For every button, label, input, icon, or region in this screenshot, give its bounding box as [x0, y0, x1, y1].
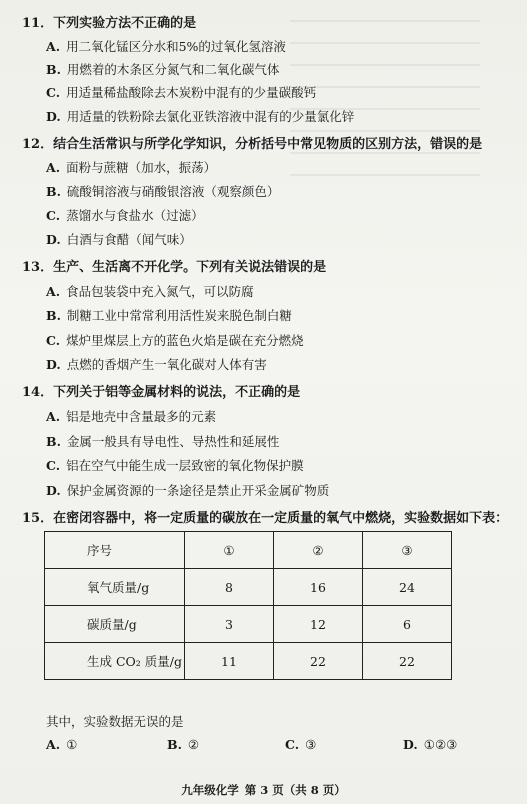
- question-14-option-b: [46, 432, 279, 450]
- table-header-cell: ②: [274, 532, 363, 569]
- option-text: 保护金属资源的一条途径是禁止开采金属矿物质: [66, 483, 330, 498]
- question-15-stem: 15．在密闭容器中，将一定质量的碳放在一定质量的氧气中燃烧，实验数据如下表：: [22, 511, 509, 526]
- option-text: 用二氧化锰区分水和5%的过氧化氢溶液: [66, 39, 286, 54]
- question-14-option-d: [46, 481, 329, 499]
- footer-subject: 九年级化学: [181, 783, 239, 797]
- table-cell: 3: [185, 606, 274, 643]
- question-13-option-c: [46, 331, 304, 349]
- option-key: D.: [46, 232, 61, 247]
- option-key: B.: [46, 62, 61, 77]
- option-key: A.: [46, 737, 61, 752]
- option-key: C.: [46, 333, 61, 348]
- option-text: ①②③: [423, 737, 458, 752]
- question-13-option-b: [46, 306, 292, 324]
- question-13-option-d: [46, 355, 267, 373]
- answer-option-d: [403, 737, 457, 752]
- option-key: C.: [46, 458, 61, 473]
- table-cell: 8: [185, 569, 274, 606]
- question-12-option-d: [46, 230, 192, 248]
- table-header-row: [45, 532, 452, 569]
- option-key: B.: [46, 308, 61, 323]
- table-cell: 22: [274, 643, 363, 680]
- table-cell: 12: [274, 606, 363, 643]
- option-text: 煤炉里煤层上方的蓝色火焰是碳在充分燃烧: [66, 333, 304, 348]
- option-key: C.: [46, 85, 61, 100]
- question-15-prompt: 其中，实验数据无误的是: [46, 714, 184, 729]
- row-label: 氧气质量/g: [45, 569, 185, 606]
- table-cell: 6: [363, 606, 452, 643]
- table-header-cell: ③: [363, 532, 452, 569]
- page-footer: [0, 782, 527, 798]
- row-label: 碳质量/g: [45, 606, 185, 643]
- question-13-option-a: [46, 282, 254, 300]
- table-cell: 16: [274, 569, 363, 606]
- option-text: 面粉与蔗糖（加水，振荡）: [66, 160, 217, 175]
- option-key: C.: [46, 208, 61, 223]
- option-text: 铝在空气中能生成一层致密的氧化物保护膜: [66, 458, 304, 473]
- option-key: C.: [285, 737, 300, 752]
- option-text: 制糖工业中常常利用活性炭来脱色制白糖: [66, 308, 292, 323]
- option-text: 食品包装袋中充入氮气，可以防腐: [66, 284, 254, 299]
- option-text: ②: [187, 737, 200, 752]
- table-row: [45, 643, 452, 680]
- table-row: [45, 569, 452, 606]
- table-cell: 11: [185, 643, 274, 680]
- question-12-stem: 12．结合生活常识与所学化学知识，分析括号中常见物质的区别方法，错误的是: [22, 137, 483, 152]
- option-key: B.: [46, 184, 61, 199]
- row-label: 生成 CO₂ 质量/g: [45, 643, 185, 680]
- question-11-option-c: [46, 83, 316, 101]
- question-12-option-b: [46, 182, 279, 200]
- option-text: ③: [305, 737, 317, 752]
- question-11-option-a: [46, 37, 286, 55]
- option-text: 硫酸铜溶液与硝酸银溶液（观察颜色）: [66, 184, 280, 199]
- option-text: 白酒与食醋（闻气味）: [66, 232, 192, 247]
- option-key: B.: [46, 434, 61, 449]
- option-text: 用适量的铁粉除去氯化亚铁溶液中混有的少量氯化锌: [66, 109, 355, 124]
- experiment-data-table: [44, 531, 452, 680]
- option-key: D.: [46, 357, 61, 372]
- answer-option-c: [285, 737, 316, 752]
- option-key: D.: [46, 109, 61, 124]
- option-text: ①: [66, 737, 78, 752]
- question-14-option-c: [46, 456, 304, 474]
- option-text: 金属一般具有导电性、导热性和延展性: [66, 434, 280, 449]
- option-key: A.: [46, 160, 61, 175]
- question-11-option-b: [46, 60, 279, 78]
- question-11-stem: 11．下列实验方法不正确的是: [22, 16, 197, 31]
- option-key: D.: [46, 483, 61, 498]
- question-14-option-a: [46, 407, 216, 425]
- question-14-stem: 14．下列关于铝等金属材料的说法，不正确的是: [22, 385, 301, 400]
- option-key: D.: [403, 737, 418, 752]
- answer-option-b: [167, 737, 199, 752]
- footer-page-number: 第 3 页（共 8 页）: [244, 783, 346, 797]
- option-text: 用适量稀盐酸除去木炭粉中混有的少量碳酸钙: [66, 85, 317, 100]
- option-text: 点燃的香烟产生一氧化碳对人体有害: [66, 357, 267, 372]
- option-key: B.: [167, 737, 182, 752]
- option-key: A.: [46, 409, 61, 424]
- question-11-option-d: [46, 107, 354, 125]
- option-text: 蒸馏水与食盐水（过滤）: [66, 208, 204, 223]
- answer-option-a: [46, 737, 77, 752]
- question-13-stem: 13．生产、生活离不开化学。下列有关说法错误的是: [22, 260, 327, 275]
- option-text: 用燃着的木条区分氮气和二氧化碳气体: [66, 62, 280, 77]
- table-header-cell: ①: [185, 532, 274, 569]
- table-header-label: 序号: [45, 532, 185, 569]
- table-row: [45, 606, 452, 643]
- option-key: A.: [46, 284, 61, 299]
- option-text: 铝是地壳中含量最多的元素: [66, 409, 217, 424]
- table-cell: 22: [363, 643, 452, 680]
- option-key: A.: [46, 39, 61, 54]
- table-cell: 24: [363, 569, 452, 606]
- question-12-option-c: [46, 206, 204, 224]
- question-12-option-a: [46, 158, 216, 176]
